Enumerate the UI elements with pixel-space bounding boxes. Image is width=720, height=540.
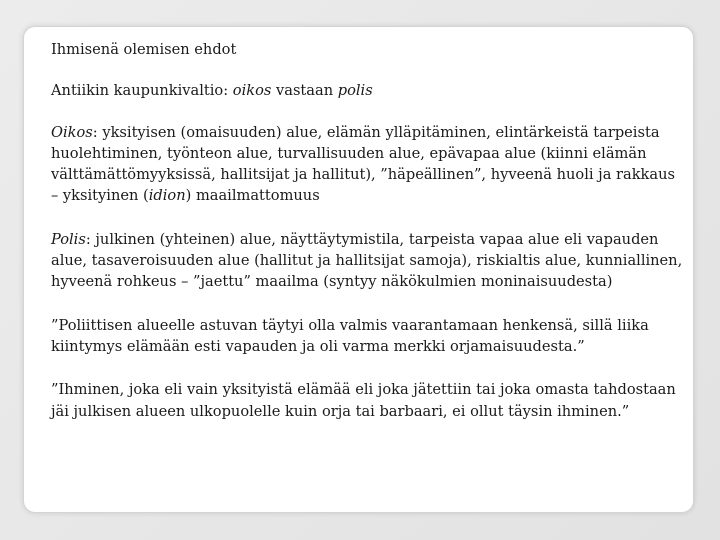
slide-card	[23, 26, 694, 513]
oikos-paragraph	[51, 122, 683, 207]
slide-subtitle	[51, 80, 683, 101]
polis-text: : julkinen (yhteinen) alue, näyttäytymistila, tarpeista vapaa alue eli vapauden alue, tasaveroisuuden alue (hallitut ja hallitsijat samoja), riskialtis alue, kunniallinen, hyveenä rohkeus – ”jaettu” maailma (syntyy näkökulmien moninaisuudesta)	[51, 230, 683, 291]
oikos-text-a: : yksityisen (omaisuuden) alue, elämän ylläpitäminen, elintärkeistä tarpeista huolehtiminen, työnteon alue, turvallisuuden alue, epävapaa alue (kiinni elämän välttämättömyyksissä, hallitsijat ja hallitut), ”häpeällinen”, hyveenä huoli ja rakkaus – yksityinen (	[51, 123, 675, 205]
subtitle-term-polis: polis	[337, 82, 373, 100]
subtitle-middle: vastaan	[271, 82, 338, 100]
oikos-term: Oikos	[51, 123, 93, 141]
subtitle-prefix: Antiikin kaupunkivaltio:	[51, 82, 233, 100]
slide-content	[51, 39, 683, 444]
quote-paragraph-1: ”Poliittisen alueelle astuvan täytyi olla valmis vaarantamaan henkensä, sillä liika kiintymys elämään esti vapauden ja oli varma merkki orjamaisuudesta.”	[51, 316, 649, 355]
idion-term: idion	[148, 187, 186, 205]
oikos-text-b: ) maailmattomuus	[185, 187, 320, 205]
quote-paragraph-2: ”Ihminen, joka eli vain yksityistä elämää eli joka jätettiin tai joka omasta tahdostaan jäi julkisen alueen ulkopuolelle kuin orja tai barbaari, ei ollut täysin ihminen.”	[51, 381, 676, 420]
polis-term: Polis	[51, 230, 86, 248]
slide-title: Ihmisenä olemisen ehdot	[51, 41, 237, 58]
subtitle-term-oikos: oikos	[232, 82, 272, 100]
polis-paragraph	[51, 229, 683, 293]
